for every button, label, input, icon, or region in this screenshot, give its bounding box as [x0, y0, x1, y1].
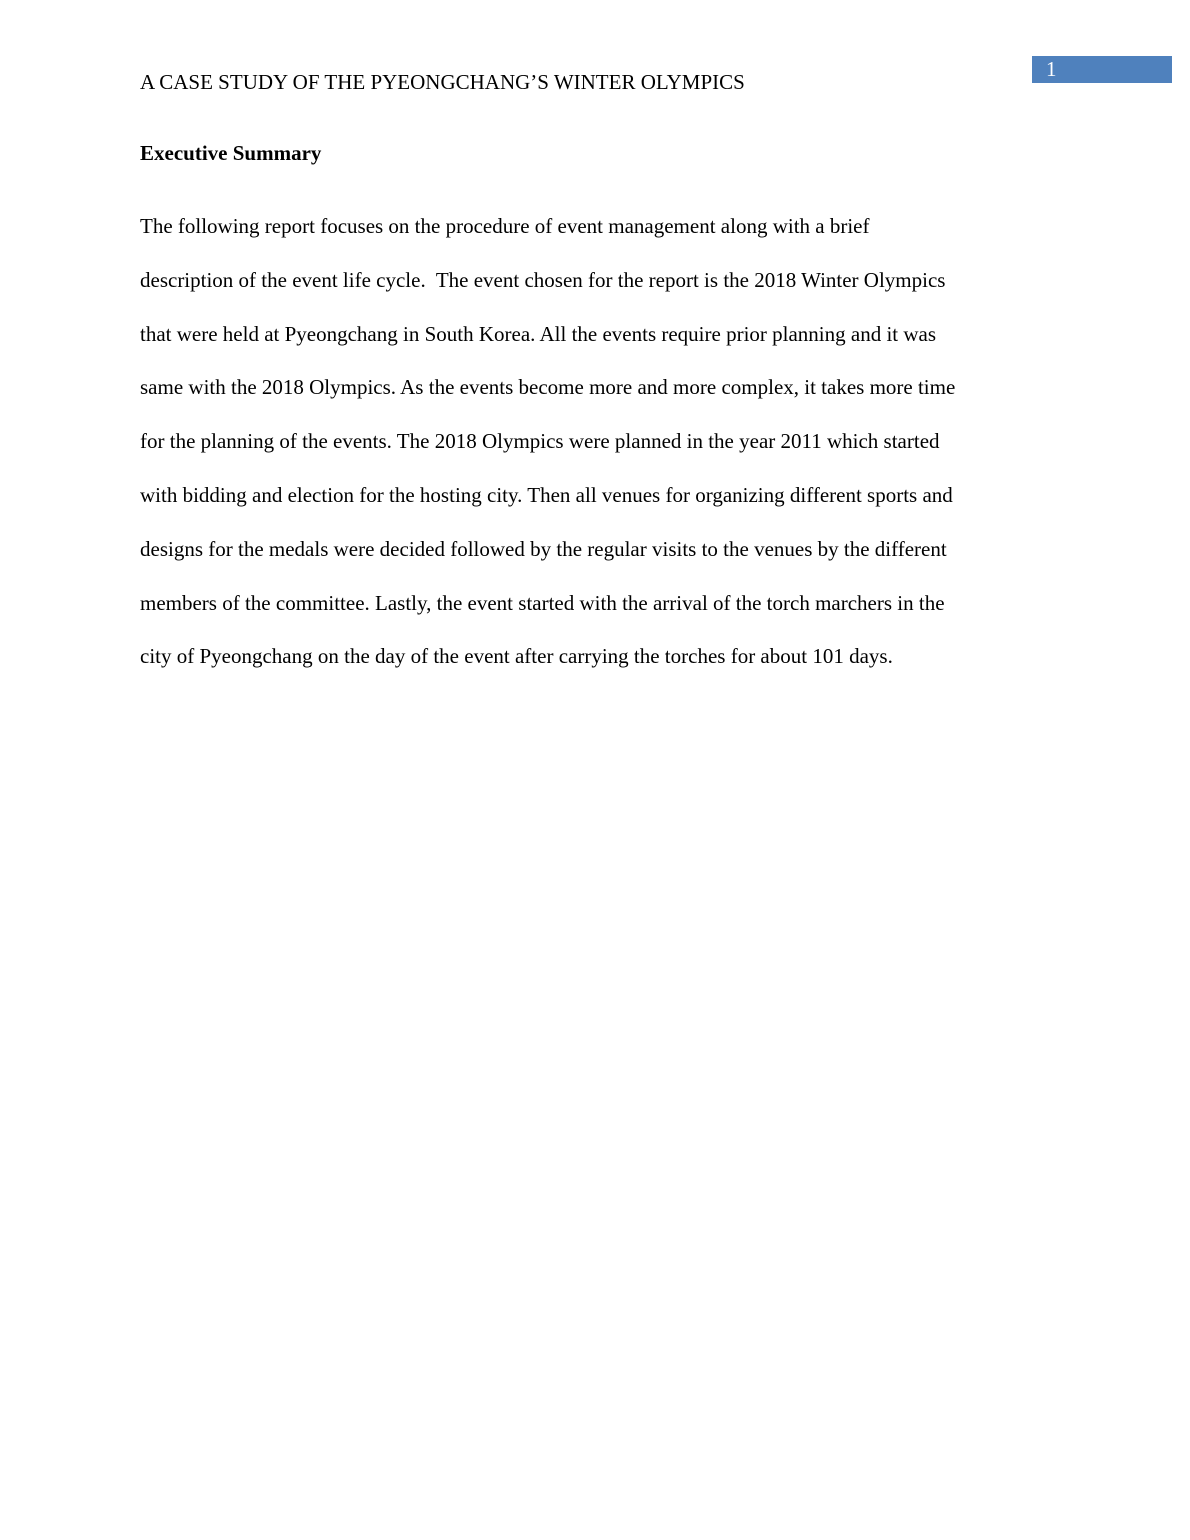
running-head: A CASE STUDY OF THE PYEONGCHANG’S WINTER OLYMPICS — [140, 70, 745, 94]
paragraph-line: city of Pyeongchang on the day of the event after carrying the torches for about 101 days. — [140, 644, 893, 669]
paragraph-line: description of the event life cycle. The event chosen for the report is the 2018 Winter Olympics — [140, 267, 946, 292]
paragraph-line: The following report focuses on the procedure of event management along with a brief — [140, 214, 870, 238]
paragraph-line: that were held at Pyeongchang in South Korea. All the events require prior planning and it was — [140, 321, 937, 346]
paragraph-line: with bidding and election for the hosting city. Then all venues for organizing different sports and — [140, 482, 953, 507]
body-paragraph — [140, 210, 1060, 694]
paragraph-line: same with the 2018 Olympics. As the events become more and more complex, it takes more time — [140, 375, 956, 400]
page-number: 1 — [1032, 56, 1172, 83]
section-heading: Executive Summary — [140, 141, 322, 165]
paragraph-line: members of the committee. Lastly, the event started with the arrival of the torch marchers in the — [140, 590, 945, 615]
paragraph-line: designs for the medals were decided followed by the regular visits to the venues by the different — [140, 536, 947, 561]
paragraph-line: for the planning of the events. The 2018 Olympics were planned in the year 2011 which started — [140, 429, 940, 454]
